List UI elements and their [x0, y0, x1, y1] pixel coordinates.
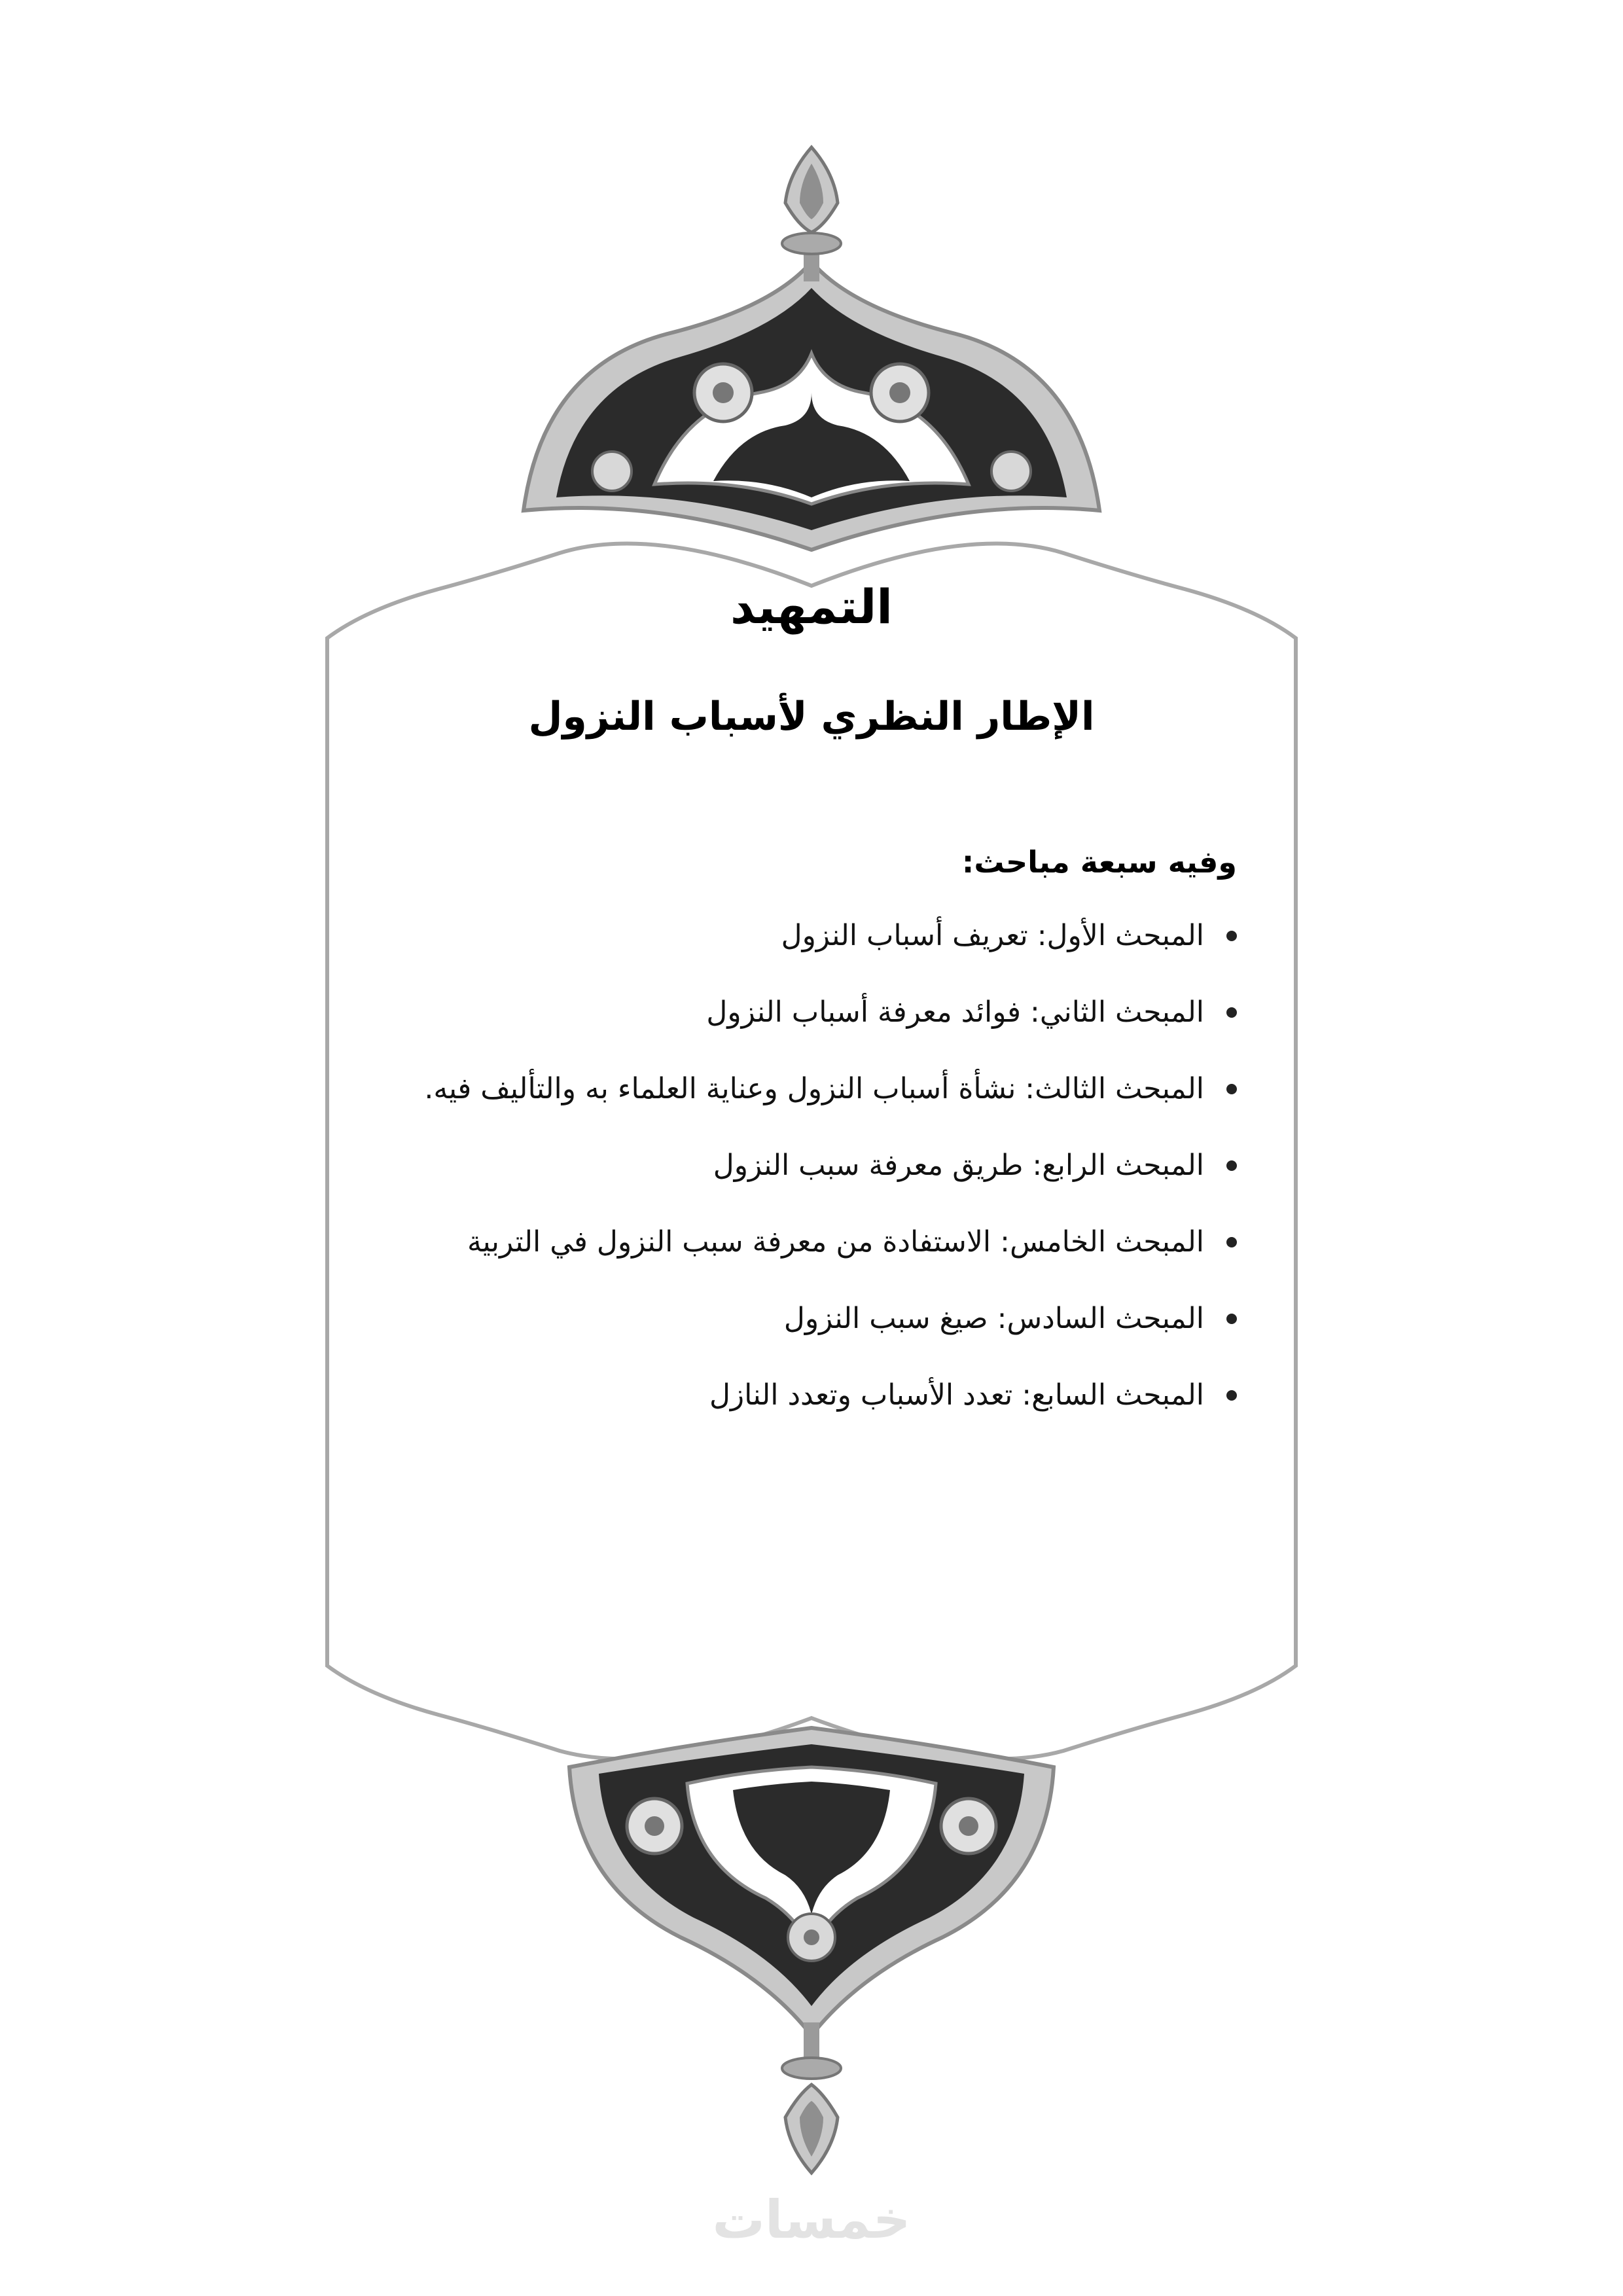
list-item [124, 1299, 1237, 1376]
bullet-icon [1226, 1160, 1237, 1171]
list-item-text: المبحث السادس: صيغ سبب النزول [783, 1302, 1204, 1335]
list-item-text: المبحث السابع: تعدد الأسباب وتعدد النازل [709, 1378, 1204, 1412]
bullet-icon [1226, 1314, 1237, 1324]
list-item-text: المبحث الثالث: نشأة أسباب النزول وعناية العلماء به والتأليف فيه. [424, 1072, 1204, 1105]
list-item [124, 916, 1237, 993]
list-item [124, 1146, 1237, 1223]
bullet-icon [1226, 1084, 1237, 1094]
top-ornament [524, 147, 1099, 550]
list-item [124, 1223, 1237, 1299]
bottom-ornament [569, 1728, 1054, 2173]
list-item [124, 1376, 1237, 1452]
list-item-text: المبحث الثاني: فوائد معرفة أسباب النزول [706, 996, 1204, 1029]
sections-list [124, 916, 1237, 1452]
bullet-icon [1226, 931, 1237, 941]
sections-intro: وفيه سبعة مباحث: [961, 844, 1237, 880]
watermark: خمسات [712, 2189, 911, 2250]
bullet-icon [1226, 1237, 1237, 1247]
list-item-text: المبحث الرابع: طريق معرفة سبب النزول [713, 1149, 1204, 1182]
list-item [124, 993, 1237, 1069]
bullet-icon [1226, 1007, 1237, 1018]
list-item [124, 1069, 1237, 1146]
page-title: التمهيد [730, 579, 893, 634]
list-item-text: المبحث الأول: تعريف أسباب النزول [781, 919, 1204, 952]
page-subtitle: الإطار النظري لأسباب النزول [528, 694, 1095, 740]
list-item-text: المبحث الخامس: الاستفادة من معرفة سبب النزول في التربية [467, 1225, 1204, 1259]
bullet-icon [1226, 1390, 1237, 1401]
